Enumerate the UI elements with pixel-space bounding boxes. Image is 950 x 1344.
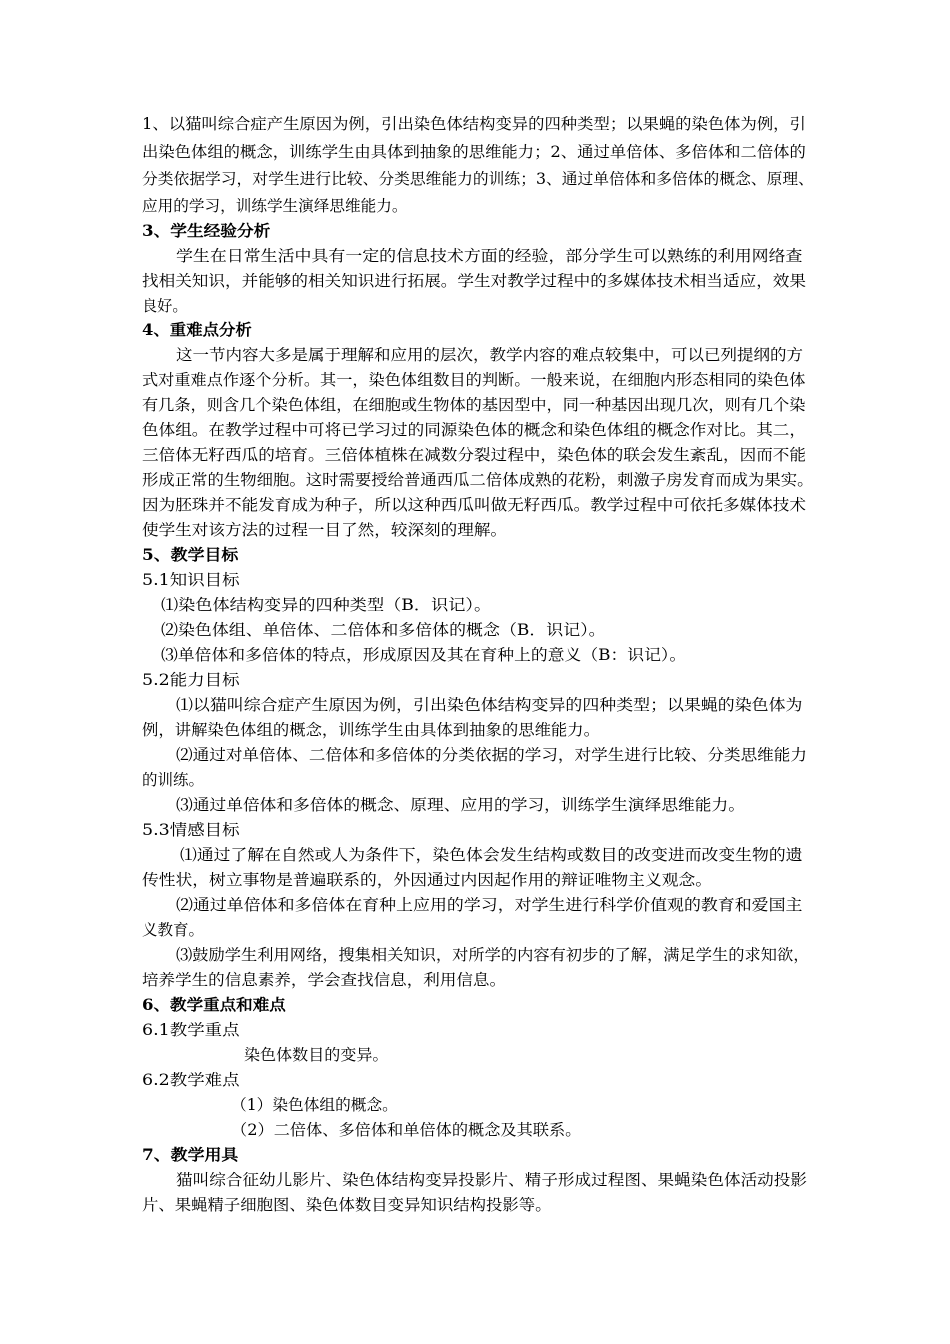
paragraph-line: ⑶鼓励学生利用网络，搜集相关知识，对所学的内容有初步的了解，满足学生的求知欲， — [176, 946, 810, 964]
section-heading: 4、重难点分析 — [142, 320, 252, 339]
paragraph-line: 培养学生的信息素养，学会查找信息，利用信息。 — [142, 971, 507, 989]
paragraph-line: ⑴染色体结构变异的四种类型（B．识记）。 — [161, 596, 492, 614]
paragraph-line: 传性状，树立事物是普遍联系的，外因通过内因起作用的辩证唯物主义观念。 — [142, 871, 713, 889]
paragraph-line: ⑴通过了解在自然或人为条件下，染色体会发生结构或数目的改变进而改变生物的遗 — [180, 846, 803, 864]
paragraph-line: 三倍体无籽西瓜的培育。三倍体植株在减数分裂过程中，染色体的联会发生紊乱，因而不能 — [142, 446, 807, 464]
paragraph-line: 5.3情感目标 — [142, 821, 240, 839]
paragraph-line: 色体组。在教学过程中可将已学习过的同源染色体的概念和染色体组的概念作对比。其二， — [142, 421, 807, 439]
paragraph-line: 片、果蝇精子细胞图、染色体数目变异知识结构投影等。 — [142, 1196, 552, 1214]
paragraph-line: 应用的学习，训练学生演绎思维能力。 — [142, 197, 408, 215]
section-heading: 7、教学用具 — [142, 1145, 239, 1164]
paragraph-line: ⑶单倍体和多倍体的特点，形成原因及其在育种上的意义（B：识记）。 — [161, 646, 687, 664]
paragraph-line: 猫叫综合征幼儿影片、染色体结构变异投影片、精子形成过程图、果蝇染色体活动投影 — [176, 1171, 808, 1189]
paragraph-line: ⑴以猫叫综合症产生原因为例，引出染色体结构变异的四种类型；以果蝇的染色体为 — [176, 696, 803, 714]
paragraph-line: 有几条，则含几个染色体组，在细胞或生物体的基因型中，同一种基因出现几次，则有几个染 — [142, 396, 806, 414]
paragraph-line: 式对重难点作逐个分析。其一，染色体组数目的判断。一般来说，在细胞内形态相同的染色体 — [142, 371, 806, 389]
paragraph-line: 的训练。 — [142, 771, 205, 789]
paragraph-line: ⑵通过对单倍体、二倍体和多倍体的分类依据的学习，对学生进行比较、分类思维能力 — [176, 746, 808, 764]
paragraph-line: 1、以猫叫综合症产生原因为例，引出染色体结构变异的四种类型；以果蝇的染色体为例，引 — [142, 115, 806, 133]
paragraph-line: 学生在日常生活中具有一定的信息技术方面的经验，部分学生可以熟练的利用网络查 — [176, 247, 803, 265]
paragraph-line: 良好。 — [142, 297, 188, 315]
paragraph-line: 这一节内容大多是属于理解和应用的层次，教学内容的难点较集中，可以已列提纲的方 — [176, 346, 804, 364]
paragraph-line: 出染色体组的概念，训练学生由具体到抽象的思维能力；2、通过单倍体、多倍体和二倍体的 — [142, 143, 806, 161]
section-heading: 6、教学重点和难点 — [142, 995, 286, 1014]
paragraph-line: 分类依据学习，对学生进行比较、分类思维能力的训练；3、通过单倍体和多倍体的概念、原理、 — [142, 170, 814, 188]
paragraph-line: ⑵通过单倍体和多倍体在育种上应用的学习，对学生进行科学价值观的教育和爱国主 — [176, 896, 803, 914]
paragraph-line: 形成正常的生物细胞。这时需要授给普通西瓜二倍体成熟的花粉，刺激子房发育而成为果实。 — [142, 471, 814, 489]
paragraph-line: 例，讲解染色体组的概念，训练学生由具体到抽象的思维能力。 — [142, 721, 601, 739]
paragraph-line: 找相关知识，并能够的相关知识进行拓展。学生对教学过程中的多媒体技术相当适应，效果 — [142, 272, 807, 290]
paragraph-line: ⑶通过单倍体和多倍体的概念、原理、应用的学习，训练学生演绎思维能力。 — [176, 796, 746, 814]
paragraph-line: 义教育。 — [142, 921, 205, 939]
paragraph-line: 6.1教学重点 — [142, 1021, 240, 1039]
section-heading: 3、学生经验分析 — [142, 221, 271, 240]
paragraph-line: 5.1知识目标 — [142, 571, 240, 589]
paragraph-line: 5.2能力目标 — [142, 671, 240, 689]
paragraph-line: 因为胚珠并不能发育成为种子，所以这种西瓜叫做无籽西瓜。教学过程中可依托多媒体技术 — [142, 496, 807, 514]
paragraph-line: （1）染色体组的概念。 — [231, 1096, 398, 1114]
paragraph-line: （2）二倍体、多倍体和单倍体的概念及其联系。 — [231, 1121, 582, 1139]
paragraph-line: ⑵染色体组、单倍体、二倍体和多倍体的概念（B．识记）。 — [161, 621, 606, 639]
paragraph-line: 使学生对该方法的过程一目了然，较深刻的理解。 — [142, 521, 508, 539]
paragraph-line: 染色体数目的变异。 — [244, 1046, 389, 1064]
section-heading: 5、教学目标 — [142, 545, 239, 564]
paragraph-line: 6.2教学难点 — [142, 1071, 240, 1089]
